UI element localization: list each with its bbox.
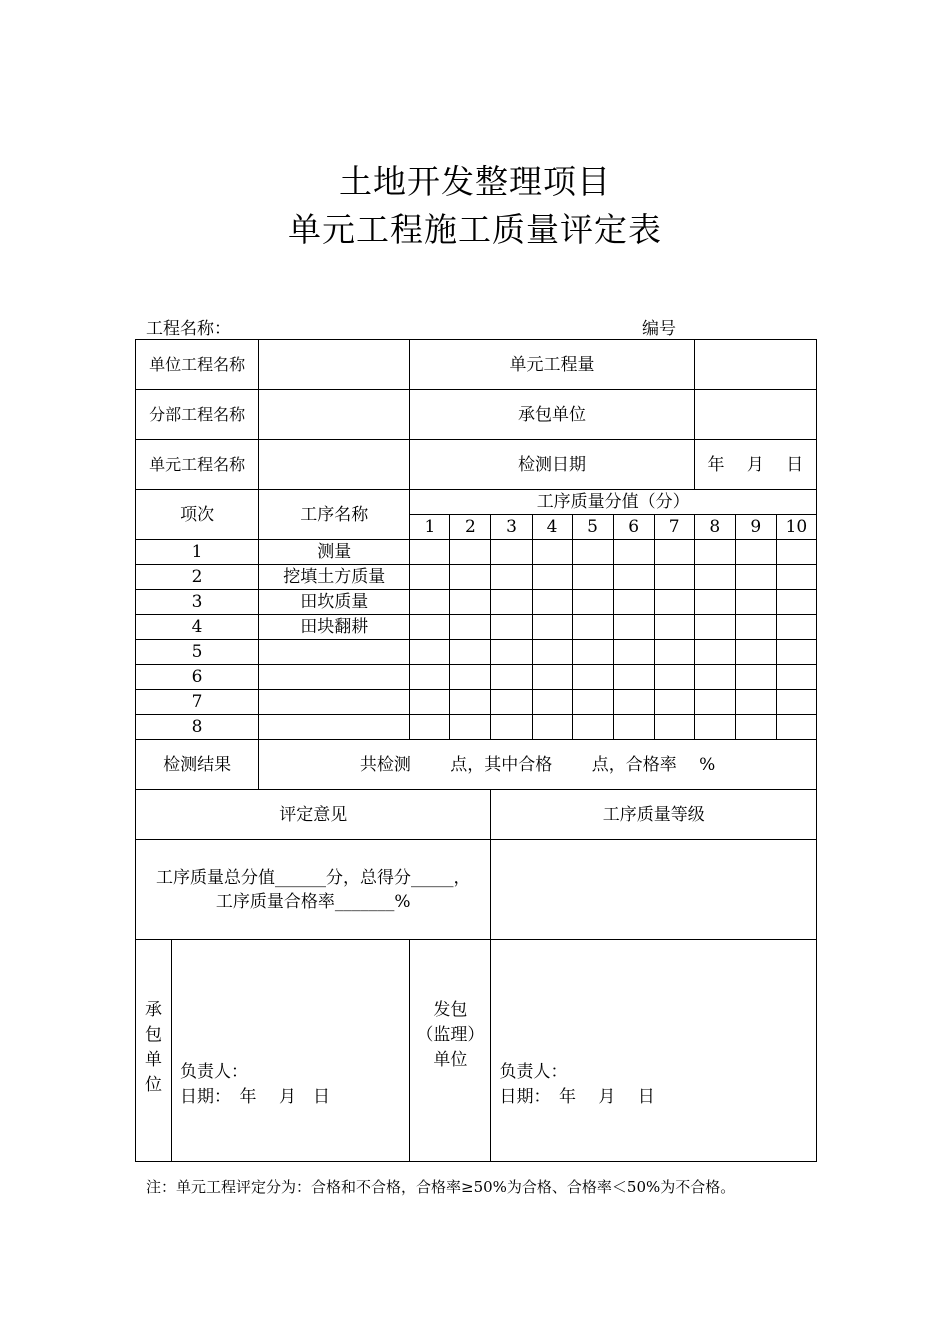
item-no: 4 [136, 615, 259, 640]
process-name [259, 690, 410, 715]
process-name-header: 工序名称 [259, 490, 410, 540]
process-name [259, 640, 410, 665]
opinion-line1: 工序质量总分值______分，总得分_____， [155, 867, 471, 888]
contractor-label-char: 承 [145, 1000, 163, 1020]
score-col-header: 4 [532, 515, 572, 540]
form-title-line1: 土地开发整理项目 [339, 162, 611, 201]
score-col-header: 8 [694, 515, 735, 540]
score-col-header: 1 [410, 515, 450, 540]
unit-work-quantity-value [694, 340, 816, 390]
number-label: 编号 [642, 319, 676, 339]
contractor-label-char: 单 [145, 1050, 163, 1070]
unit-project-name-label: 单位工程名称 [136, 340, 259, 390]
process-name [259, 715, 410, 740]
owner-person-label: 负责人： [499, 1062, 568, 1082]
unit-project-name-value [259, 340, 410, 390]
form-title-line2: 单元工程施工质量评定表 [288, 210, 662, 249]
owner-sign-area [491, 940, 817, 1162]
process-name: 挖填土方质量 [259, 565, 410, 590]
process-grade-header: 工序质量等级 [491, 790, 817, 840]
contractor-label: 承包单位 [410, 390, 694, 440]
score-col-header: 9 [735, 515, 776, 540]
score-col-header: 2 [450, 515, 491, 540]
owner-label-line: 单位 [433, 1050, 468, 1070]
table-row [136, 540, 817, 565]
contractor-value [694, 390, 816, 440]
owner-sign-label [410, 940, 491, 1162]
process-grade-value [491, 840, 817, 940]
table-row [136, 690, 817, 715]
evaluation-opinion-text [136, 840, 491, 940]
inspection-result-text: 共检测 点，其中合格 点，合格率 % [259, 740, 817, 790]
table-row [136, 665, 817, 690]
unit-work-quantity-label: 单元工程量 [410, 340, 694, 390]
table-row [136, 715, 817, 740]
inspection-date-value: 年 月 日 [694, 440, 816, 490]
process-name [259, 665, 410, 690]
division-project-name-value [259, 390, 410, 440]
contractor-label-char: 包 [145, 1025, 163, 1045]
contractor-sign-area [172, 940, 410, 1162]
division-project-name-label: 分部工程名称 [136, 390, 259, 440]
owner-label-line: （监理） [416, 1025, 485, 1045]
item-no: 6 [136, 665, 259, 690]
project-name-label: 工程名称： [146, 319, 231, 339]
process-name: 田块翻耕 [259, 615, 410, 640]
contractor-label-char: 位 [145, 1075, 163, 1095]
inspection-result-label: 检测结果 [136, 740, 259, 790]
item-no: 1 [136, 540, 259, 565]
table-row [136, 565, 817, 590]
evaluation-opinion-header: 评定意见 [136, 790, 491, 840]
unit-work-name-value [259, 440, 410, 490]
score-col-header: 6 [613, 515, 654, 540]
item-no: 5 [136, 640, 259, 665]
item-no: 2 [136, 565, 259, 590]
score-col-header: 3 [491, 515, 532, 540]
table-row [136, 590, 817, 615]
process-name: 测量 [259, 540, 410, 565]
item-no: 3 [136, 590, 259, 615]
score-col-header: 10 [776, 515, 816, 540]
item-no: 8 [136, 715, 259, 740]
contractor-date-label: 日期： 年 月 日 [180, 1087, 330, 1107]
process-name: 田坎质量 [259, 590, 410, 615]
unit-work-name-label: 单元工程名称 [136, 440, 259, 490]
table-row [136, 640, 817, 665]
score-col-header: 7 [654, 515, 694, 540]
table-row [136, 615, 817, 640]
item-no-header: 项次 [136, 490, 259, 540]
footnote: 注：单元工程评定分为：合格和不合格，合格率≥50%为合格、合格率＜50%为不合格。 [146, 1178, 736, 1196]
contractor-sign-label [136, 940, 172, 1162]
owner-date-label: 日期： 年 月 日 [499, 1087, 655, 1107]
item-no: 7 [136, 690, 259, 715]
evaluation-form-table [135, 339, 817, 1162]
contractor-person-label: 负责人： [180, 1062, 249, 1082]
process-score-header: 工序质量分值（分） [410, 490, 817, 515]
inspection-date-label: 检测日期 [410, 440, 694, 490]
owner-label-line: 发包 [433, 1000, 468, 1020]
score-col-header: 5 [572, 515, 613, 540]
opinion-line2: 工序质量合格率_______% [215, 891, 411, 912]
